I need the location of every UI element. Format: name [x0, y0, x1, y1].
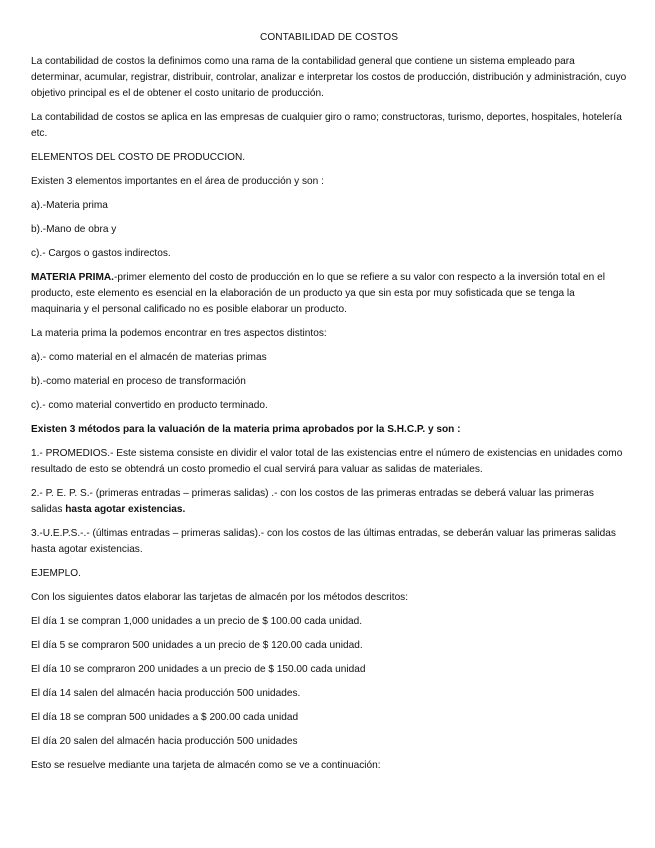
- example-line: El día 5 se compraron 500 unidades a un precio de $ 120.00 cada unidad.: [31, 640, 363, 651]
- aspect-item: b).-como material en proceso de transformación: [31, 376, 246, 387]
- example-line: El día 14 salen del almacén hacia producción 500 unidades.: [31, 688, 301, 699]
- paragraph-definition: La contabilidad de costos la definimos como una rama de la contabilidad general que contiene un sistema empleado para determinar, acumular, registrar, distribuir, controlar, analizar e interpretar los costos de producción, distribución y administración, cuyo objetivo principal es el de obtener el costo unitario de producción.: [31, 56, 627, 99]
- methods-heading: [31, 422, 627, 438]
- element-item: b).-Mano de obra y: [31, 224, 117, 235]
- method-ueps: 3.-U.E.P.S.-.- (últimas entradas – primeras salidas).- con los costos de las últimas entradas, se deberán valuar las primeras salidas hasta agotar existencias.: [31, 528, 616, 555]
- elements-intro: Existen 3 elementos importantes en el área de producción y son :: [31, 176, 324, 187]
- example-line: El día 18 se compran 500 unidades a $ 200.00 cada unidad: [31, 712, 299, 723]
- method-promedios: 1.- PROMEDIOS.- Este sistema consiste en dividir el valor total de las existencias entre el número de existencias en unidades como resultado de esto se obtendrá un costo promedio el cual servirá para valuar as salidas de materiales.: [31, 448, 623, 475]
- example-line: El día 1 se compran 1,000 unidades a un precio de $ 100.00 cada unidad.: [31, 616, 363, 627]
- methods-heading-text: Existen 3 métodos para la valuación de la materia prima aprobados por la S.H.C.P. y son :: [31, 424, 461, 435]
- example-line: El día 10 se compraron 200 unidades a un precio de $ 150.00 cada unidad: [31, 664, 366, 675]
- aspect-item: a).- como material en el almacén de materias primas: [31, 352, 267, 363]
- aspects-intro: La materia prima la podemos encontrar en tres aspectos distintos:: [31, 328, 327, 339]
- method-peps-bold: hasta agotar existencias.: [65, 504, 186, 515]
- method-peps: [31, 486, 627, 518]
- section-heading-elements: ELEMENTOS DEL COSTO DE PRODUCCION.: [31, 152, 246, 163]
- example-heading: EJEMPLO.: [31, 568, 81, 579]
- closing-line: Esto se resuelve mediante una tarjeta de almacén como se ve a continuación:: [31, 760, 381, 771]
- aspect-item: c).- como material convertido en producto terminado.: [31, 400, 268, 411]
- method-peps-text: 2.- P. E. P. S.- (primeras entradas – primeras salidas) .- con los costos de las primeras entradas se deberá valuar las primeras salidas: [31, 488, 594, 515]
- materia-prima-label: MATERIA PRIMA.: [31, 272, 114, 283]
- page-title: CONTABILIDAD DE COSTOS: [259, 32, 399, 43]
- paragraph-application: La contabilidad de costos se aplica en las empresas de cualquier giro o ramo; constructoras, turismo, deportes, hospitales, hotelería etc.: [31, 112, 622, 139]
- document-page: [31, 30, 627, 782]
- element-item: c).- Cargos o gastos indirectos.: [31, 248, 171, 259]
- element-item: a).-Materia prima: [31, 200, 108, 211]
- example-intro: Con los siguientes datos elaborar las tarjetas de almacén por los métodos descritos:: [31, 592, 409, 603]
- paragraph-materia-prima: [31, 270, 627, 318]
- example-line: El día 20 salen del almacén hacia producción 500 unidades: [31, 736, 298, 747]
- materia-prima-text: -primer elemento del costo de producción en lo que se refiere a su valor con respecto a la inversión total en el producto, este elemento es esencial en la elaboración de un producto ya que sin esta por muy sofisticada que se tenga la maquinaria y el personal calificado no es posible elaborar un producto.: [31, 272, 605, 315]
